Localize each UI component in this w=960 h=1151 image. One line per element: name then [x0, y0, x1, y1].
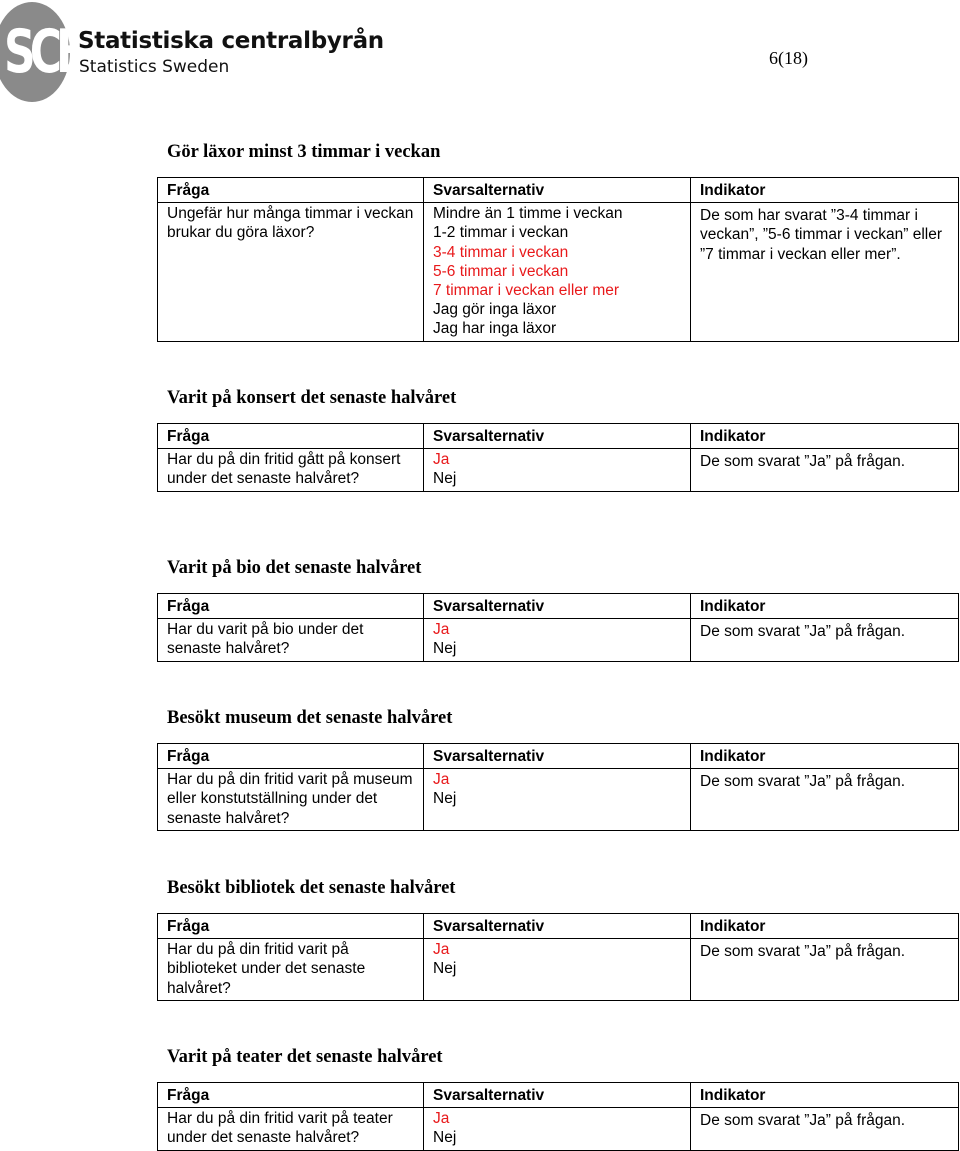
indicator-section: [157, 1045, 958, 1151]
table-header-row: [158, 914, 959, 939]
answer-option: Nej: [433, 960, 457, 978]
answer-option: Jag har inga läxor: [433, 320, 557, 338]
indicator-answer-option: Ja: [433, 451, 450, 469]
question-cell: Har du på din fritid varit på biblioteket under det senaste halvåret?: [158, 939, 424, 1001]
indicator-section: [157, 140, 958, 342]
indicator-answer-option: 3-4 timmar i veckan: [433, 243, 569, 261]
header-fraga: Fråga: [158, 594, 424, 619]
logo-letters: SCB: [4, 18, 84, 87]
page-number: 6(18): [769, 48, 808, 68]
table-row: [158, 1108, 959, 1150]
header-indikator: Indikator: [691, 914, 959, 939]
indicator-cell: De som svarat ”Ja” på frågan.: [691, 769, 959, 831]
indicator-answer-option: Ja: [433, 771, 450, 789]
indicator-answer-option: 7 timmar i veckan eller mer: [433, 282, 620, 300]
answer-option: Nej: [433, 640, 457, 658]
table-header-row: [158, 178, 959, 203]
indicator-answer-option: 5-6 timmar i veckan: [433, 262, 569, 280]
header-indikator: Indikator: [691, 424, 959, 449]
indicator-cell: De som svarat ”Ja” på frågan.: [691, 939, 959, 1001]
indicator-answer-option: Ja: [433, 941, 450, 959]
section-title: Varit på konsert det senaste halvåret: [167, 388, 457, 408]
indicator-table: [157, 913, 959, 1001]
header-fraga: Fråga: [158, 1083, 424, 1108]
indicator-cell: De som svarat ”Ja” på frågan.: [691, 1108, 959, 1150]
question-cell: Har du på din fritid gått på konsert under det senaste halvåret?: [158, 449, 424, 491]
header-indikator: Indikator: [691, 178, 959, 203]
indicator-cell: De som svarat ”Ja” på frågan.: [691, 449, 959, 491]
question-cell: Har du på din fritid varit på museum eller konstutställning under det senaste halvåret?: [158, 769, 424, 831]
question-cell: Har du på din fritid varit på teater under det senaste halvåret?: [158, 1108, 424, 1150]
header-indikator: Indikator: [691, 594, 959, 619]
indicator-table: [157, 743, 959, 831]
indicator-table: [157, 593, 959, 662]
section-title: Gör läxor minst 3 timmar i veckan: [167, 142, 441, 162]
indicator-answer-option: Ja: [433, 1110, 450, 1128]
indicator-answer-option: Ja: [433, 621, 450, 639]
header-svarsalternativ: Svarsalternativ: [424, 744, 691, 769]
answer-options-cell: [424, 939, 691, 1001]
table-row: [158, 449, 959, 491]
answer-option: 1-2 timmar i veckan: [433, 224, 569, 242]
table-row: [158, 203, 959, 341]
answer-option: Jag gör inga läxor: [433, 301, 557, 319]
answer-options-cell: [424, 769, 691, 831]
indicator-table: [157, 177, 959, 342]
header-svarsalternativ: Svarsalternativ: [424, 424, 691, 449]
section-title: Varit på teater det senaste halvåret: [167, 1047, 443, 1067]
table-header-row: [158, 424, 959, 449]
section-title: Besökt museum det senaste halvåret: [167, 708, 453, 728]
answer-option: Nej: [433, 1129, 457, 1147]
section-title: Besökt bibliotek det senaste halvåret: [167, 878, 456, 898]
header-fraga: Fråga: [158, 744, 424, 769]
header-fraga: Fråga: [158, 424, 424, 449]
answer-options-cell: [424, 619, 691, 661]
header-svarsalternativ: Svarsalternativ: [424, 178, 691, 203]
answer-option: Nej: [433, 470, 457, 488]
indicator-cell: De som svarat ”Ja” på frågan.: [691, 619, 959, 661]
table-row: [158, 619, 959, 661]
answer-options-cell: [424, 1108, 691, 1150]
indicator-table: [157, 1082, 959, 1151]
scb-logo: [0, 0, 420, 110]
header-svarsalternativ: Svarsalternativ: [424, 914, 691, 939]
table-row: [158, 769, 959, 831]
table-header-row: [158, 594, 959, 619]
indicator-section: [157, 706, 958, 831]
header-svarsalternativ: Svarsalternativ: [424, 594, 691, 619]
header-indikator: Indikator: [691, 744, 959, 769]
indicator-section: [157, 386, 958, 492]
table-row: [158, 939, 959, 1001]
table-header-row: [158, 744, 959, 769]
section-title: Varit på bio det senaste halvåret: [167, 558, 422, 578]
indicator-cell: De som har svarat ”3-4 timmar i veckan”, ”5-6 timmar i veckan” eller ”7 timmar i veckan eller mer”.: [691, 203, 959, 341]
header-svarsalternativ: Svarsalternativ: [424, 1083, 691, 1108]
question-cell: Ungefär hur många timmar i veckan brukar du göra läxor?: [158, 203, 424, 341]
answer-option: Nej: [433, 790, 457, 808]
answer-option: Mindre än 1 timme i veckan: [433, 205, 623, 223]
answer-options-cell: [424, 449, 691, 491]
logo-subtitle: Statistics Sweden: [79, 57, 230, 77]
indicator-section: [157, 556, 958, 662]
question-cell: Har du varit på bio under det senaste halvåret?: [158, 619, 424, 661]
logo-name: Statistiska centralbyrån: [78, 28, 384, 54]
indicator-table: [157, 423, 959, 492]
table-header-row: [158, 1083, 959, 1108]
header-fraga: Fråga: [158, 914, 424, 939]
indicator-section: [157, 876, 958, 1001]
header-fraga: Fråga: [158, 178, 424, 203]
header-indikator: Indikator: [691, 1083, 959, 1108]
answer-options-cell: [424, 203, 691, 341]
